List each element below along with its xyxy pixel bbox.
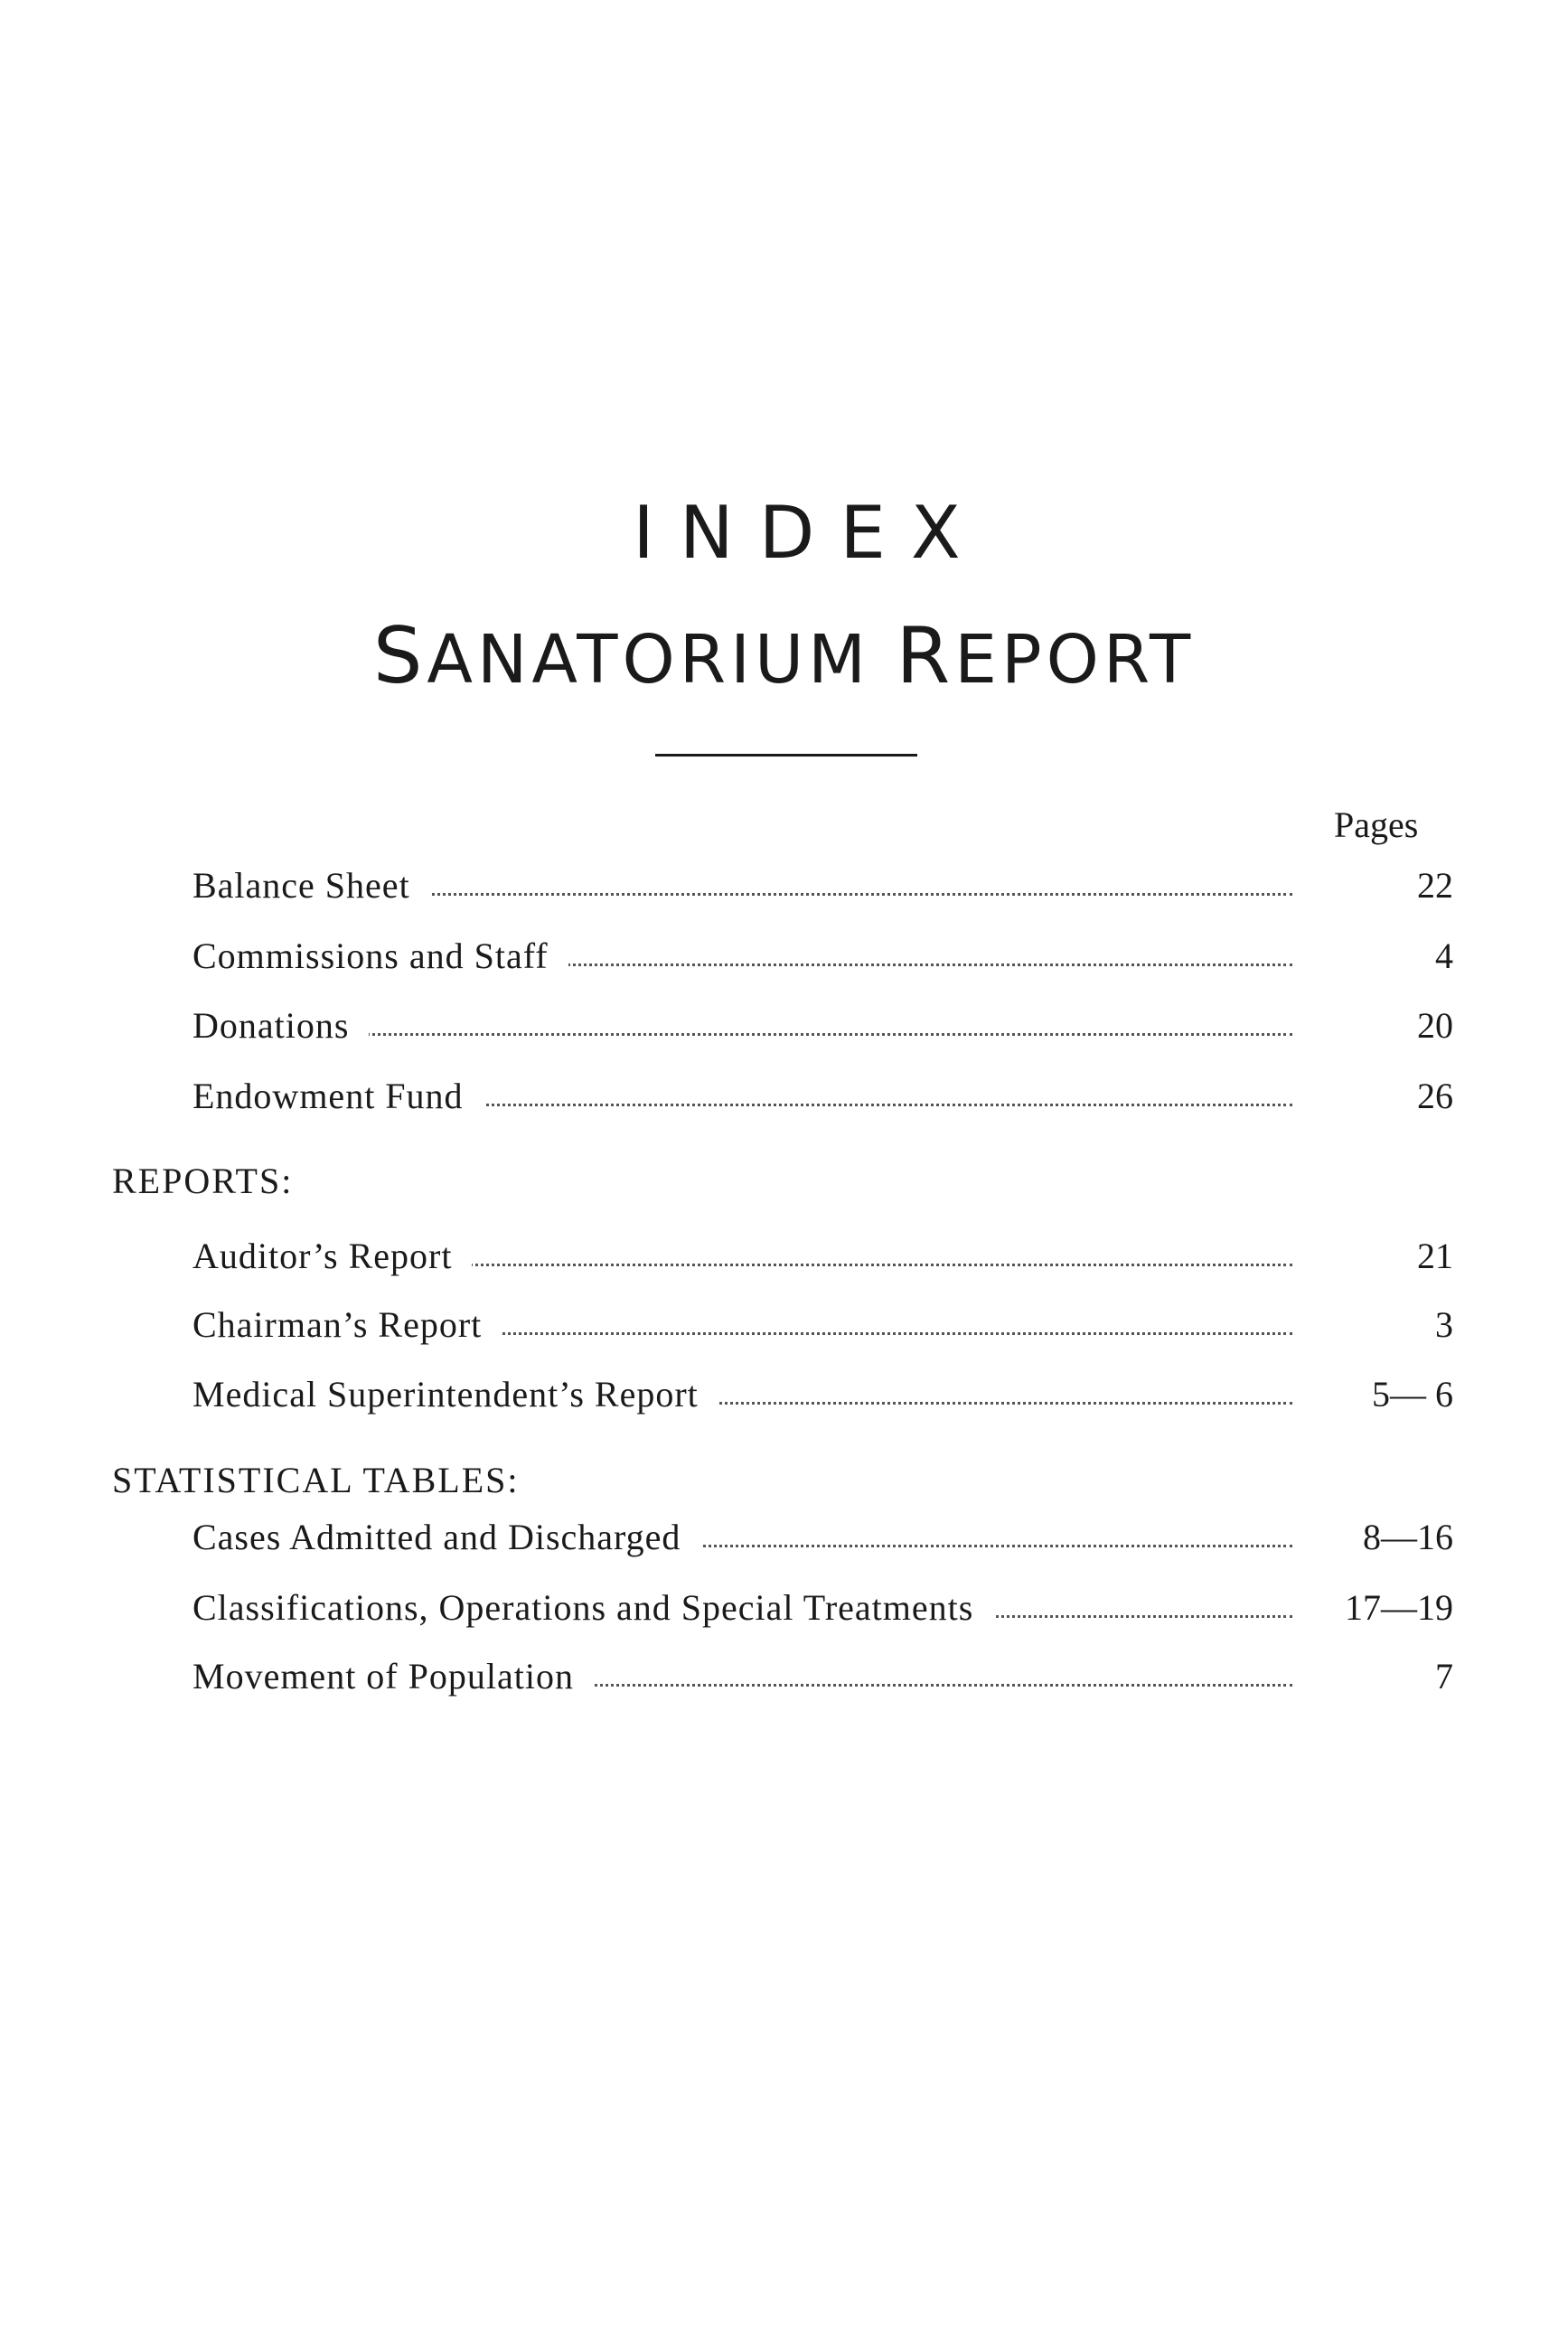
- title-divider: [655, 754, 917, 757]
- entry-label: Medical Superintendent’s Report: [192, 1369, 718, 1420]
- entry-label: Auditor’s Report: [192, 1231, 472, 1282]
- entry-label: Commissions and Staff: [192, 931, 568, 982]
- entry-label: Balance Sheet: [192, 860, 430, 911]
- entry-label: Donations: [192, 1001, 369, 1051]
- report-title-initial-2: R: [896, 611, 955, 701]
- reports-section-heading: REPORTS:: [112, 1161, 294, 1201]
- index-entry-medical-superintendents-report: [192, 1369, 1453, 1420]
- pages-column-header: Pages: [1334, 804, 1419, 845]
- index-entry-movement-of-population: [192, 1651, 1453, 1702]
- entry-page: 22: [1417, 865, 1453, 906]
- entry-page: 4: [1435, 935, 1453, 976]
- index-title: INDEX: [633, 491, 986, 575]
- index-entry-commissions-and-staff: [192, 931, 1453, 982]
- entry-page: 17—19: [1345, 1587, 1453, 1628]
- statistical-tables-section-heading: STATISTICAL TABLES:: [112, 1460, 520, 1500]
- entry-label: Movement of Population: [192, 1651, 594, 1702]
- entry-page: 8—16: [1363, 1517, 1453, 1557]
- entry-label: Classifications, Operations and Special Treatments: [192, 1583, 993, 1633]
- report-title-rest-1: ANATORIUM: [427, 621, 870, 699]
- index-entry-donations: [192, 1001, 1453, 1051]
- report-title: [0, 611, 1568, 705]
- entry-label: Endowment Fund: [192, 1071, 484, 1122]
- index-entry-chairmans-report: [192, 1300, 1453, 1350]
- entry-page: 3: [1435, 1304, 1453, 1345]
- entry-label: Chairman’s Report: [192, 1300, 502, 1350]
- index-entry-cases-admitted-and-discharged: [192, 1512, 1453, 1563]
- report-title-initial-1: S: [372, 611, 427, 701]
- entry-page: 20: [1417, 1005, 1453, 1046]
- index-entry-endowment-fund: [192, 1071, 1453, 1122]
- entry-page: 5— 6: [1372, 1374, 1453, 1415]
- entry-page: 26: [1417, 1076, 1453, 1116]
- entry-label: Cases Admitted and Discharged: [192, 1512, 700, 1563]
- entry-page: 21: [1417, 1236, 1453, 1276]
- entry-page: 7: [1435, 1656, 1453, 1697]
- index-entry-balance-sheet: [192, 860, 1453, 911]
- report-title-rest-2: EPORT: [954, 621, 1196, 699]
- index-entry-auditors-report: [192, 1231, 1453, 1282]
- index-entry-classifications-operations-treatments: [192, 1583, 1453, 1633]
